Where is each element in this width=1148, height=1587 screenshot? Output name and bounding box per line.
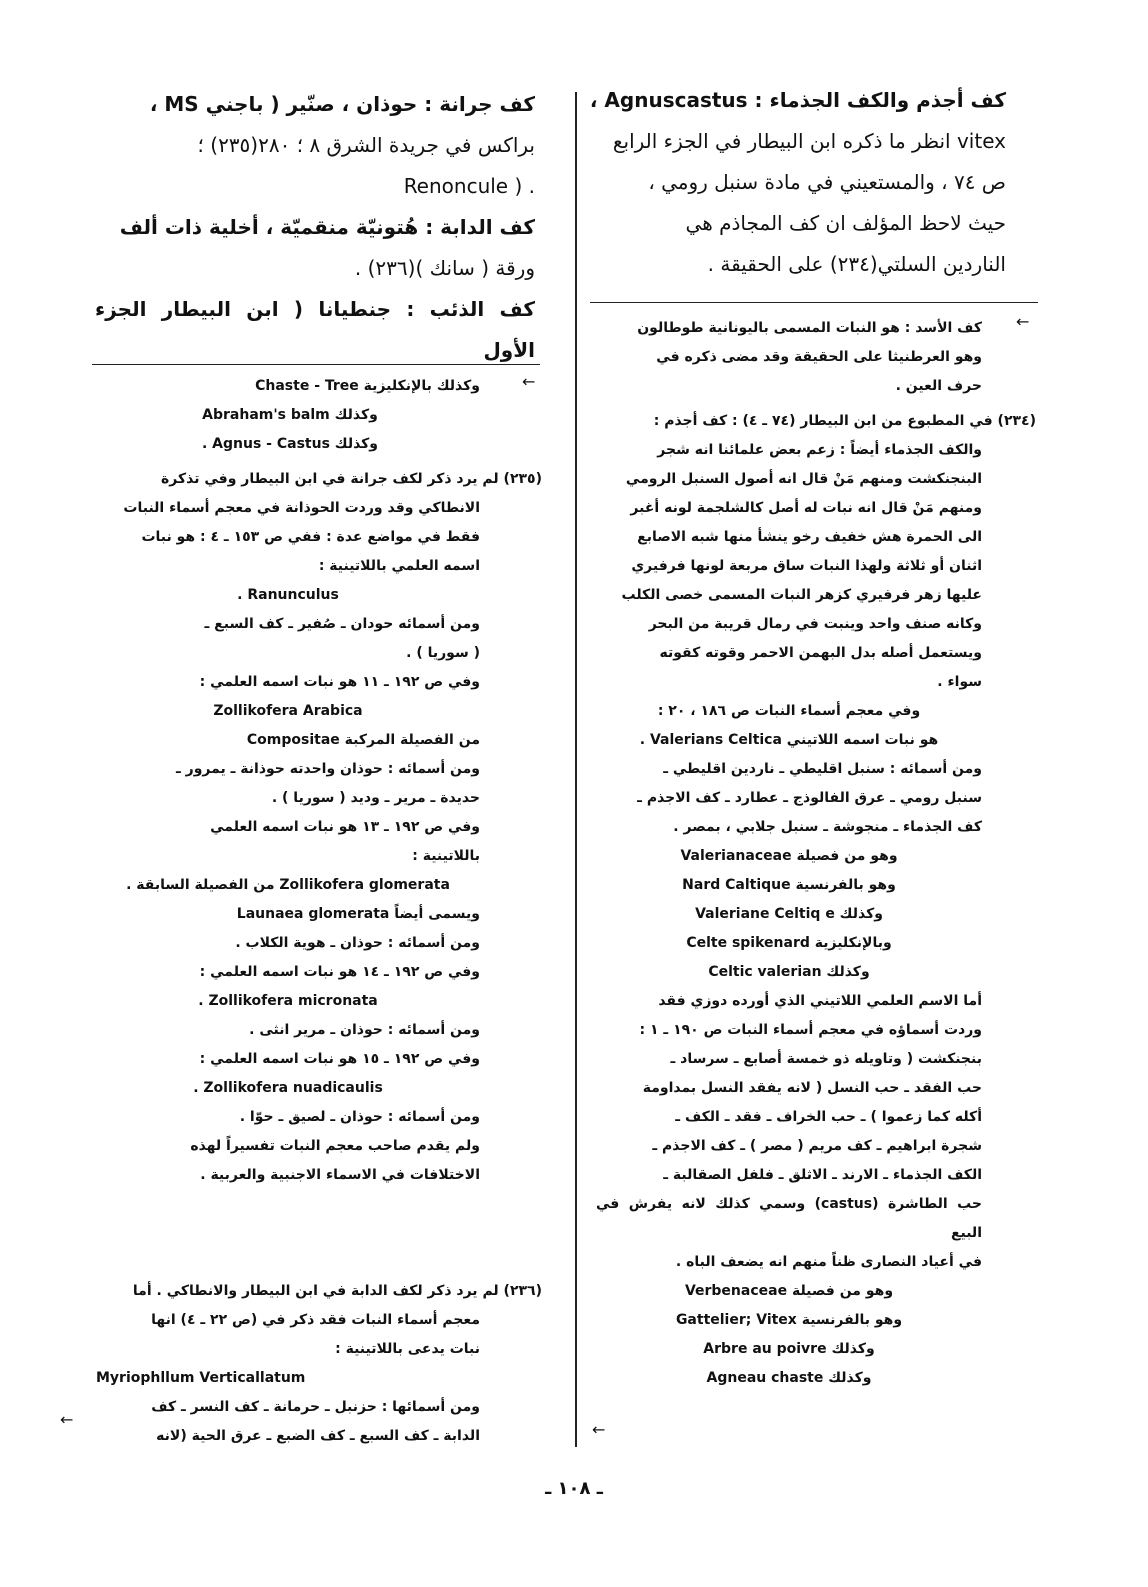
footnote-line: ومن أسمائه : سنبل اقليطي ـ ناردين اقليطي ـ [663, 761, 982, 777]
footnote-line: Zollikofera Arabica [213, 703, 363, 719]
footnote-line: هو نبات اسمه اللاتيني Valerians Celtica . [639, 732, 939, 748]
footnote-line: بنجنكشت ( وتاويله ذو خمسة أصابع ـ سرساد ـ [670, 1051, 982, 1067]
footnote-line: (٢٣٤) في المطبوع من ابن البيطار (٧٤ ـ ٤) : كف أجذم : [653, 413, 1036, 429]
footnote-line: وهو بالفرنسية Gattelier; Vitex [675, 1312, 903, 1328]
footnote-235 [96, 465, 542, 494]
footnote-line: معجم أسماء النبات فقد ذكر في (ص ٢٢ ـ ٤) انها [151, 1312, 480, 1328]
footnote-line: حب الفقد ـ حب النسل ( لانه يفقد النسل بمداومة [642, 1080, 982, 1096]
footnote-line: ومن أسمائه : حوذان ـ مرير انثى . [249, 1022, 480, 1038]
footnote-line: وكذلك Celtic valerian [708, 964, 870, 980]
footnote-line: وكذلك Agneau chaste [706, 1370, 872, 1386]
continuation-arrow-icon: ← [522, 372, 536, 391]
footnote-line: ومن أسمائها : حزنبل ـ حرمانة ـ كف النسر ـ كف [151, 1399, 480, 1415]
footnote-line: حب الطاشرة (castus) وسمي كذلك لانه يفرش في البيع [596, 1196, 982, 1241]
footnote-line: وفي ص ١٩٢ ـ ١٣ هو نبات اسمه العلمي [210, 819, 480, 835]
footnote-line: (٢٣٥) لم يرد ذكر لكف جرانة في ابن البيطار وفي تذكرة [161, 471, 542, 487]
footnote-line: الانطاكي وقد وردت الحوذانة في معجم أسماء النبات [123, 500, 480, 516]
right-footnotes [596, 314, 982, 401]
footnote-line: والكف الجذماء أيضاً : زعم بعض علمائنا انه شجر [657, 442, 982, 458]
footnote-line: عليها زهر فرفيري كزهر النبات المسمى خصى الكلب [621, 587, 982, 603]
footnote-line: وكذلك Arbre au poivre [703, 1341, 875, 1357]
left-main-text [95, 84, 535, 371]
main-line: الناردين السلتي(٢٣٤) على الحقيقة . [707, 252, 1006, 276]
footnote-line: أما الاسم العلمي اللاتيني الذي أورده دوزي فقد [658, 993, 982, 1009]
footnote-rule-left [92, 364, 540, 365]
footnote-line: ( سوريا ) . [406, 645, 480, 661]
footnote-line: وردت أسماؤه في معجم أسماء النبات ص ١٩٠ ـ ١ : [639, 1022, 982, 1038]
main-line: كف الذئب : جنطيانا ( ابن البيطار الجزء الأول [95, 297, 535, 362]
footnote-line: باللاتينية : [412, 848, 480, 864]
footnote-line: ويستعمل أصله بدل البهمن الاحمر وقوته كقوته [659, 645, 982, 661]
footnote-line: ومن أسمائه : حوذان ـ لصيق ـ حوّا . [239, 1109, 480, 1125]
footnote-line: كف الجذماء ـ منجوشة ـ سنبل جلابي ، بمصر . [673, 819, 982, 835]
footnote-line: وكانه صنف واحد وينبت في رمال قريبة من البحر [648, 616, 982, 632]
footnote-line: وهو من فصيلة Verbenaceae [684, 1283, 894, 1299]
footnote-236-body [96, 1306, 480, 1451]
footnote-line: وفي ص ١٩٢ ـ ١٤ هو نبات اسمه العلمي : [199, 964, 480, 980]
footnote-line: فقط في مواضع عدة : ففي ص ١٥٣ ـ ٤ : هو نبات [141, 529, 480, 545]
page-number: ـ ١٠٨ ـ [545, 1478, 603, 1499]
footnote-line: الدابة ـ كف السبع ـ كف الضبع ـ عرق الحية (لانه [156, 1428, 480, 1444]
footnote-line: الى الحمرة هش خفيف رخو ينشأ منها شبه الاصابع [637, 529, 982, 545]
footnote-line: ومن أسمائه حودان ـ صُفير ـ كف السبع ـ [204, 616, 480, 632]
footnote-line: من الفصيلة المركبة Compositae [246, 732, 480, 748]
footnote-line: ومن أسمائه : حوذان ـ هوية الكلاب . [235, 935, 480, 951]
footnote-line: الاختلافات في الاسماء الاجنبية والعربية . [200, 1167, 480, 1183]
footnote-line: اسمه العلمي باللاتينية : [318, 558, 480, 574]
footnote-line: حرف العين . [895, 378, 982, 394]
footnote-line: شجرة ابراهيم ـ كف مريم ( مصر ) ـ كف الاجذم ـ [652, 1138, 982, 1154]
footnote-line: سواء . [937, 674, 982, 690]
footnote-line: وفي ص ١٩٢ ـ ١١ هو نبات اسمه العلمي : [199, 674, 480, 690]
continuation-arrow-icon: ← [592, 1420, 606, 1439]
right-main-text [586, 80, 1006, 285]
footnote-line: وكذلك بالإنكليزية Chaste - Tree [255, 378, 480, 394]
footnote-line: وكذلك Valeriane Celtiq e [695, 906, 883, 922]
main-line: براكس في جريدة الشرق ٨ ؛ ٢٨٠(٢٣٥) ؛ [197, 133, 535, 157]
continuation-arrow-icon: ← [1016, 312, 1030, 331]
footnote-line: Ranunculus . [237, 587, 339, 603]
main-line: كف الدابة : هُتونيّة منقميّة ، أخلية ذات ألف [119, 215, 535, 239]
footnote-line: وهو من فصيلة Valerianaceae [680, 848, 898, 864]
footnote-234 [596, 407, 1036, 436]
footnote-line: Zollikofera micronata . [198, 993, 378, 1009]
footnote-236 [96, 1277, 542, 1306]
footnote-line: ومن أسمائه : حوذان واحدته حوذانة ـ يمرور ـ [175, 761, 480, 777]
footnote-line: اثنان أو ثلاثة ولهذا النبات ساق مربعة لونها فرفيري [631, 558, 982, 574]
footnote-line: وهو بالفرنسية Nard Caltique [682, 877, 896, 893]
main-line: كف أجذم والكف الجذماء : Agnuscastus ، [589, 88, 1006, 112]
footnote-line: ومنهم مَنْ قال انه نبات له أصل كالشلجمة لونه أغبر [630, 500, 982, 516]
footnote-line: وبالإنكليزية Celte spikenard [686, 935, 892, 951]
footnote-line: Zollikofera glomerata من الفصيلة السابقة . [126, 877, 450, 893]
main-line: كف جرانة : حوذان ، صنّير ( باجني MS ، [149, 92, 535, 116]
footnote-line: ويسمى أيضاً Launaea glomerata [236, 906, 480, 922]
main-line: . ( Renoncule [403, 174, 535, 198]
footnote-line: وهو العرطنيثا على الحقيقة وقد مضى ذكره في [656, 349, 982, 365]
footnote-line: Zollikofera nuadicaulis . [193, 1080, 383, 1096]
footnote-line: وفي معجم أسماء النبات ص ١٨٦ ، ٢٠ : [657, 703, 921, 719]
footnote-234-body [596, 436, 982, 1393]
continuation-arrow-icon: ← [60, 1410, 74, 1429]
column-divider [575, 92, 577, 1447]
main-line: vitex انظر ما ذكره ابن البيطار في الجزء الرابع [612, 129, 1006, 153]
footnote-line: (٢٣٦) لم يرد ذكر لكف الدابة في ابن البيطار والانطاكي . أما [132, 1283, 542, 1299]
footnote-line: الكف الجذماء ـ الارند ـ الاثلق ـ فلفل الصقالبة ـ [663, 1167, 982, 1183]
footnote-line: Myriophllum Verticallatum [96, 1370, 306, 1386]
footnote-rule-right [590, 302, 1038, 303]
footnote-line: نبات يدعى باللاتينية : [335, 1341, 480, 1357]
footnote-235-body [96, 494, 480, 1190]
main-line: ورقة ( سانك )(٢٣٦) . [354, 256, 535, 280]
left-footnotes-top [100, 372, 480, 459]
footnote-line: ولم يقدم صاحب معجم النبات تفسيراً لهذه [190, 1138, 480, 1154]
footnote-line: كف الأسد : هو النبات المسمى باليونانية طوطالون [637, 320, 982, 336]
main-line: ص ٧٤ ، والمستعيني في مادة سنبل رومي ، [648, 170, 1006, 194]
footnote-line: وكذلك Agnus - Castus . [201, 436, 379, 452]
footnote-line: البنجنكشت ومنهم مَنْ قال انه أصول السنبل الرومي [625, 471, 982, 487]
footnote-line: أكله كما زعموا ) ـ حب الخراف ـ فقد ـ الكف ـ [675, 1109, 982, 1125]
footnote-line: وكذلك Abraham's balm [202, 407, 378, 423]
main-line: حيث لاحظ المؤلف ان كف المجاذم هي [685, 211, 1006, 235]
footnote-line: حديدة ـ مرير ـ وديد ( سوريا ) . [271, 790, 480, 806]
footnote-line: وفي ص ١٩٢ ـ ١٥ هو نبات اسمه العلمي : [199, 1051, 480, 1067]
footnote-line: في أعياد النصارى ظناً منهم انه يضعف الباه . [675, 1254, 982, 1270]
footnote-line: سنبل رومي ـ عرق الفالوذج ـ عطارد ـ كف الاجذم ـ [637, 790, 982, 806]
